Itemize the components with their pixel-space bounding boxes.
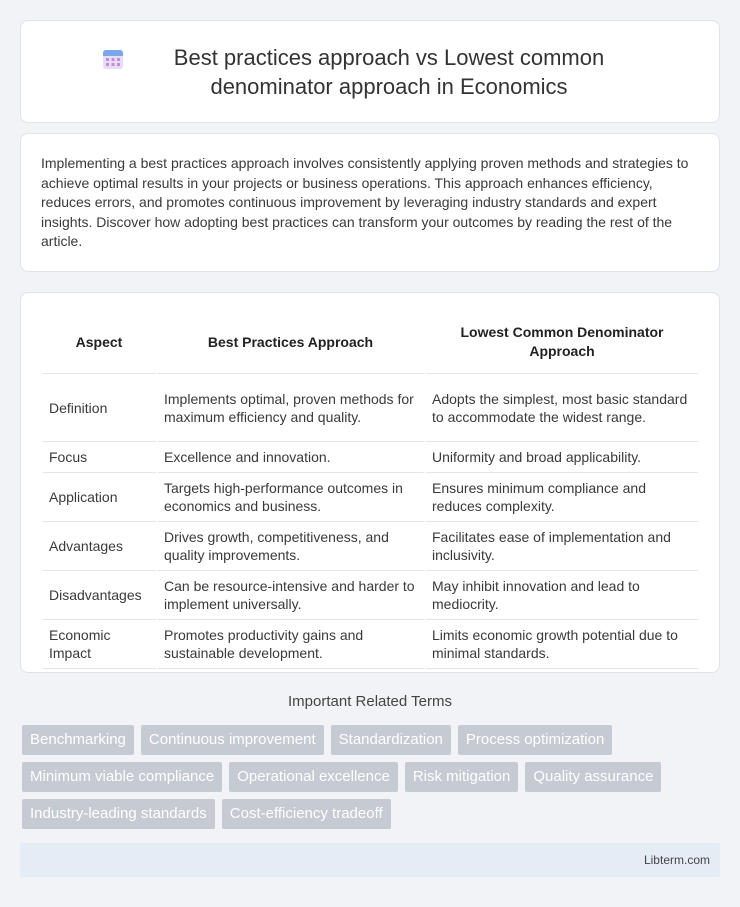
row-aspect: Advantages — [43, 522, 158, 571]
row-lowest-common: Uniformity and broad applicability. — [426, 442, 698, 473]
intro-text: Implementing a best practices approach involves consistently applying proven methods and strategies to achieve optimal results in your projects or business operations. This approach enhances efficiency, reduces errors, and promotes continuous improvement by leveraging industry standards and expert insights. Discover how adopting best practices can transform your outcomes by reading the rest of the article. — [41, 155, 689, 249]
table-row — [43, 522, 698, 571]
tag-operational-excellence[interactable]: Operational excellence — [229, 762, 398, 792]
row-best-practices: Implements optimal, proven methods for maximum efficiency and quality. — [158, 374, 426, 442]
calendar-icon — [101, 47, 125, 71]
row-aspect: Focus — [43, 442, 158, 473]
table-row — [43, 442, 698, 473]
row-best-practices: Promotes productivity gains and sustainable development. — [158, 620, 426, 669]
table-header-row — [43, 311, 698, 374]
header-lowest-common-denominator: Lowest Common Denominator Approach — [426, 311, 698, 374]
row-aspect: Disadvantages — [43, 571, 158, 620]
table-row — [43, 473, 698, 522]
row-best-practices: Excellence and innovation. — [158, 442, 426, 473]
tag-quality-assurance[interactable]: Quality assurance — [525, 762, 661, 792]
intro-card — [20, 133, 720, 272]
page-title: Best practices approach vs Lowest common denominator approach in Economics — [173, 44, 605, 99]
table-row — [43, 374, 698, 442]
title-card — [20, 20, 720, 123]
tag-risk-mitigation[interactable]: Risk mitigation — [405, 762, 519, 792]
row-aspect: Economic Impact — [43, 620, 158, 669]
tag-process-optimization[interactable]: Process optimization — [458, 725, 612, 755]
row-aspect: Application — [43, 473, 158, 522]
related-terms-list — [22, 725, 722, 829]
tag-standardization[interactable]: Standardization — [331, 725, 451, 755]
footer-brand-link[interactable]: Libterm.com — [643, 853, 710, 867]
row-lowest-common: Adopts the simplest, most basic standard to accommodate the widest range. — [426, 374, 698, 442]
table-row — [43, 620, 698, 669]
header-aspect: Aspect — [43, 311, 158, 374]
tag-benchmarking[interactable]: Benchmarking — [22, 725, 134, 755]
tag-cost-efficiency-tradeoff[interactable]: Cost-efficiency tradeoff — [222, 799, 391, 829]
comparison-card — [20, 292, 720, 673]
header-best-practices: Best Practices Approach — [158, 311, 426, 374]
row-aspect: Definition — [43, 374, 158, 442]
row-best-practices: Can be resource-intensive and harder to implement universally. — [158, 571, 426, 620]
comparison-table — [43, 311, 698, 669]
row-lowest-common: Limits economic growth potential due to minimal standards. — [426, 620, 698, 669]
tag-minimum-viable-compliance[interactable]: Minimum viable compliance — [22, 762, 222, 792]
table-row — [43, 571, 698, 620]
row-best-practices: Drives growth, competitiveness, and quality improvements. — [158, 522, 426, 571]
row-lowest-common: Facilitates ease of implementation and inclusivity. — [426, 522, 698, 571]
tag-industry-leading-standards[interactable]: Industry-leading standards — [22, 799, 215, 829]
title-wrap — [101, 43, 639, 101]
row-lowest-common: Ensures minimum compliance and reduces complexity. — [426, 473, 698, 522]
row-best-practices: Targets high-performance outcomes in economics and business. — [158, 473, 426, 522]
tag-continuous-improvement[interactable]: Continuous improvement — [141, 725, 324, 755]
related-terms-title: Important Related Terms — [288, 693, 452, 710]
row-lowest-common: May inhibit innovation and lead to mediocrity. — [426, 571, 698, 620]
footer — [20, 843, 720, 877]
